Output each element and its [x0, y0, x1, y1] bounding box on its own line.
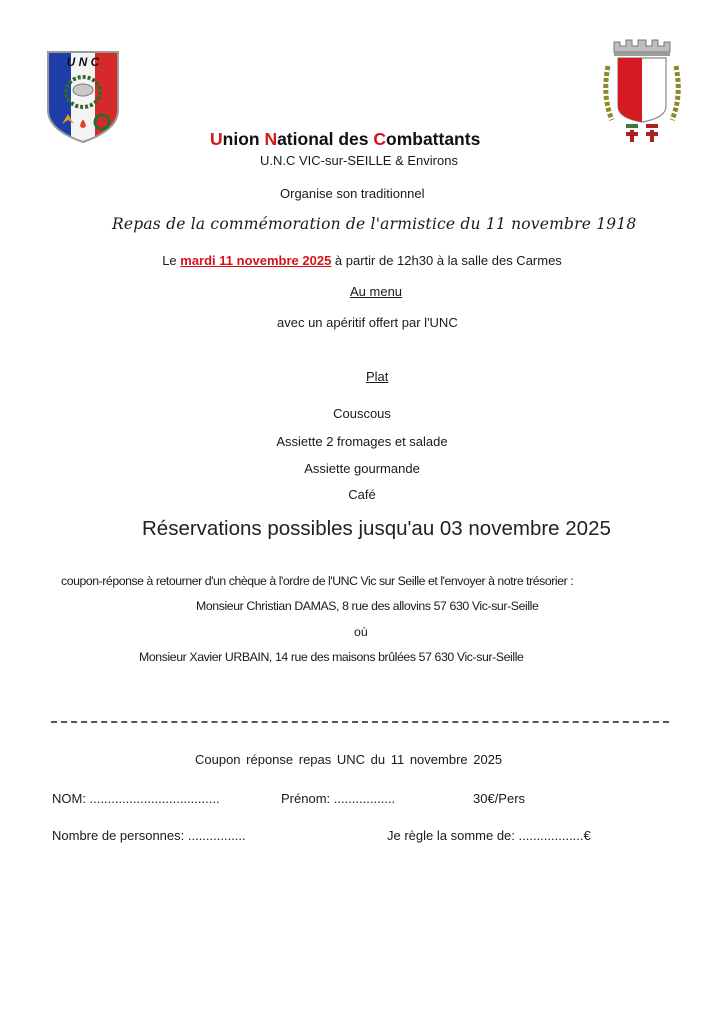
vic-sur-seille-coat-of-arms	[600, 36, 684, 148]
reservation-deadline: Réservations possibles jusqu'au 03 novembre 2025	[142, 517, 611, 540]
treasurer-contact-1: Monsieur Christian DAMAS, 8 rue des allovins 57 630 Vic-sur-Seille	[196, 599, 539, 613]
unc-shield-logo	[44, 48, 122, 144]
event-name: Repas de la commémoration de l'armistice du 11 novembre 1918	[112, 215, 637, 233]
coupon-title: Coupon réponse repas UNC du 11 novembre 2025	[195, 752, 503, 767]
title-part-2: ational des	[277, 129, 374, 149]
date-suffix: à partir de 12h30 à la salle des Carmes	[331, 253, 562, 268]
aperitif-text: avec un apéritif offert par l'UNC	[277, 315, 458, 330]
price-per-person: 30€/Pers	[473, 791, 526, 806]
organise-text: Organise son traditionnel	[280, 186, 425, 201]
dish-item: Assiette gourmande	[304, 461, 420, 476]
event-date-highlight: mardi 11 novembre 2025	[180, 253, 332, 268]
persons-count-field[interactable]: Nombre de personnes: ................	[52, 828, 246, 843]
dish-item: Assiette 2 fromages et salade	[276, 434, 448, 449]
title-part-1: nion	[222, 129, 265, 149]
event-date-line	[0, 253, 724, 268]
organization-subtitle: U.N.C VIC-sur-SEILLE & Environs	[260, 153, 458, 168]
dish-item: Café	[348, 487, 376, 502]
treasurer-contact-2: Monsieur Xavier URBAIN, 14 rue des maisons brûlées 57 630 Vic-sur-Seille	[139, 650, 524, 664]
unc-letters: U N C	[66, 55, 100, 69]
organization-title	[210, 129, 540, 150]
nom-field[interactable]: NOM: ....................................	[52, 791, 220, 806]
title-initial-c: C	[373, 129, 386, 149]
title-initial-n: N	[264, 129, 278, 149]
title-initial-u: U	[210, 129, 223, 149]
prenom-field[interactable]: Prénom: .................	[281, 791, 396, 806]
menu-heading: Au menu	[350, 284, 403, 299]
date-prefix: Le	[162, 253, 181, 268]
title-part-3: ombattants	[386, 129, 481, 149]
plat-heading: Plat	[366, 369, 389, 384]
dish-item: Couscous	[333, 406, 391, 421]
amount-field[interactable]: Je règle la somme de: ..................€	[387, 828, 591, 843]
or-text: où	[354, 625, 368, 639]
cut-line-divider	[51, 721, 669, 723]
reservation-instructions: coupon-réponse à retourner d'un chèque à l'ordre de l'UNC Vic sur Seille et l'envoyer à notre trésorier :	[61, 574, 574, 588]
